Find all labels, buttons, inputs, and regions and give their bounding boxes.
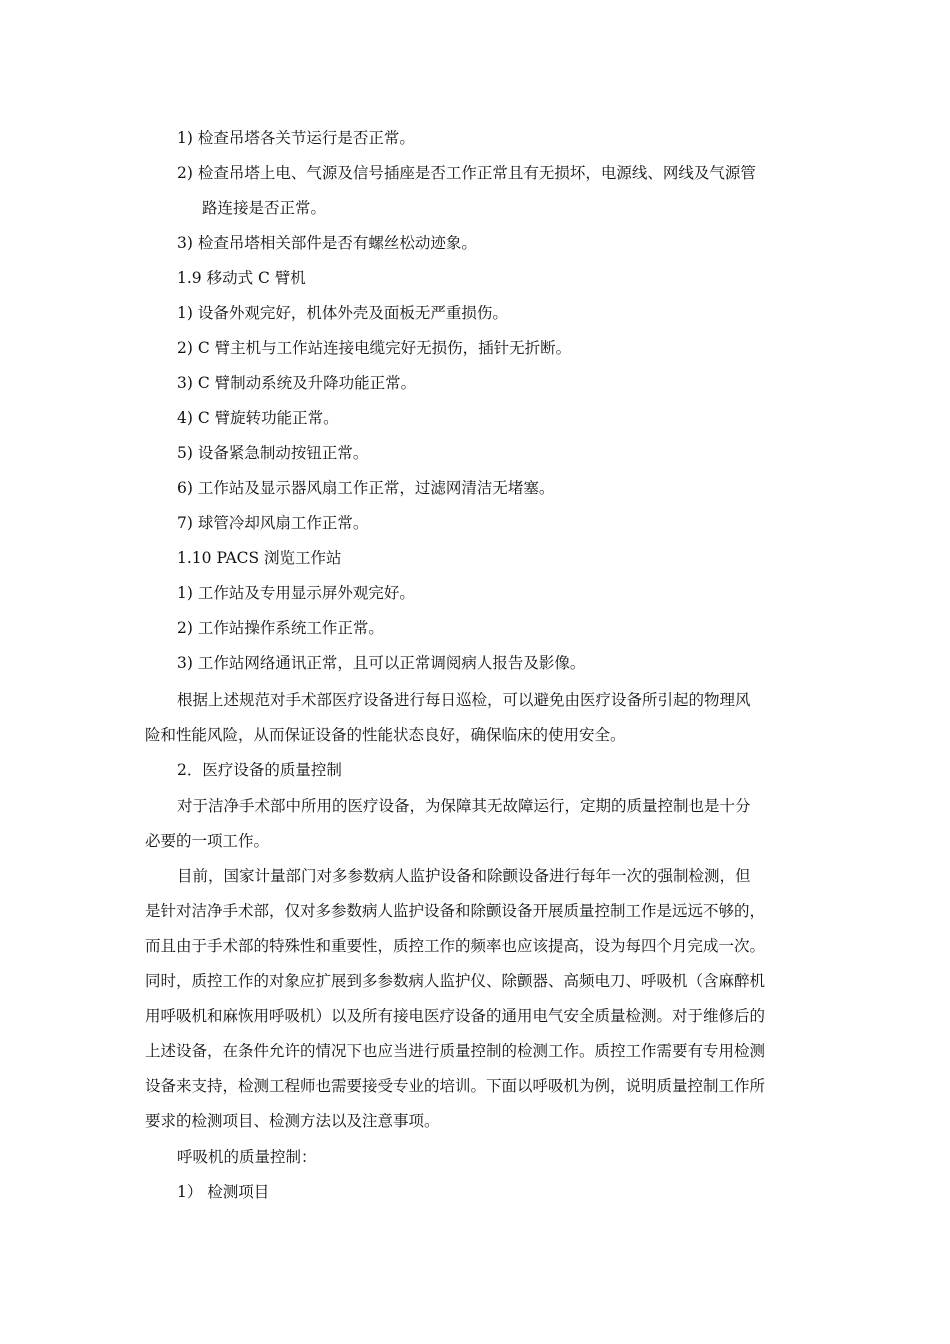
list-item: 2) 工作站操作系统工作正常。 — [177, 619, 384, 637]
list-item: 2) 检查吊塔上电、气源及信号插座是否工作正常且有无损坏，电源线、网线及气源管 — [177, 164, 756, 182]
paragraph-line: 险和性能风险，从而保证设备的性能状态良好，确保临床的使用安全。 — [145, 726, 626, 744]
paragraph-line: 同时，质控工作的对象应扩展到多参数病人监护仪、除颤器、高频电刀、呼吸机（含麻醉机 — [145, 972, 766, 990]
paragraph-line: 要求的检测项目、检测方法以及注意事项。 — [145, 1112, 440, 1130]
paragraph-line: 呼吸机的质量控制： — [177, 1148, 317, 1166]
paragraph-line: 用呼吸机和麻恢用呼吸机）以及所有接电医疗设备的通用电气安全质量检测。对于维修后的 — [145, 1007, 766, 1025]
paragraph-line: 是针对洁净手术部，仅对多参数病人监护设备和除颤设备开展质量控制工作是远远不够的， — [145, 902, 766, 920]
list-item: 5) 设备紧急制动按钮正常。 — [177, 444, 369, 462]
paragraph-line: 目前，国家计量部门对多参数病人监护设备和除颤设备进行每年一次的强制检测，但 — [177, 867, 751, 885]
paragraph-line: 必要的一项工作。 — [145, 832, 270, 850]
paragraph-line: 上述设备，在条件允许的情况下也应当进行质量控制的检测工作。质控工作需要有专用检测 — [145, 1042, 766, 1060]
list-item: 3) 检查吊塔相关部件是否有螺丝松动迹象。 — [177, 234, 477, 252]
list-item: 4) C 臂旋转功能正常。 — [177, 409, 339, 427]
list-item: 1) 检查吊塔各关节运行是否正常。 — [177, 129, 415, 147]
paragraph-line: 而且由于手术部的特殊性和重要性，质控工作的频率也应该提高，设为每四个月完成一次。 — [145, 937, 766, 955]
section-heading: 1.9 移动式 C 臂机 — [177, 269, 306, 287]
list-item: 3) 工作站网络通讯正常，且可以正常调阅病人报告及影像。 — [177, 654, 586, 672]
paragraph-line: 设备来支持，检测工程师也需要接受专业的培训。下面以呼吸机为例，说明质量控制工作所 — [145, 1077, 766, 1095]
section-heading: 2．医疗设备的质量控制 — [177, 761, 342, 779]
list-item: 1) 设备外观完好，机体外壳及面板无严重损伤。 — [177, 304, 508, 322]
paragraph-line: 根据上述规范对手术部医疗设备进行每日巡检，可以避免由医疗设备所引起的物理风 — [177, 691, 751, 709]
list-item: 7) 球管冷却风扇工作正常。 — [177, 514, 369, 532]
list-item: 1) 工作站及专用显示屏外观完好。 — [177, 584, 415, 602]
list-item-continuation: 路连接是否正常。 — [202, 199, 327, 217]
list-item: 3) C 臂制动系统及升降功能正常。 — [177, 374, 417, 392]
paragraph-line: 对于洁净手术部中所用的医疗设备，为保障其无故障运行，定期的质量控制也是十分 — [177, 797, 751, 815]
list-item: 1） 检测项目 — [177, 1183, 270, 1201]
list-item: 6) 工作站及显示器风扇工作正常，过滤网清洁无堵塞。 — [177, 479, 555, 497]
section-heading: 1.10 PACS 浏览工作站 — [177, 549, 342, 567]
list-item: 2) C 臂主机与工作站连接电缆完好无损伤，插针无折断。 — [177, 339, 572, 357]
